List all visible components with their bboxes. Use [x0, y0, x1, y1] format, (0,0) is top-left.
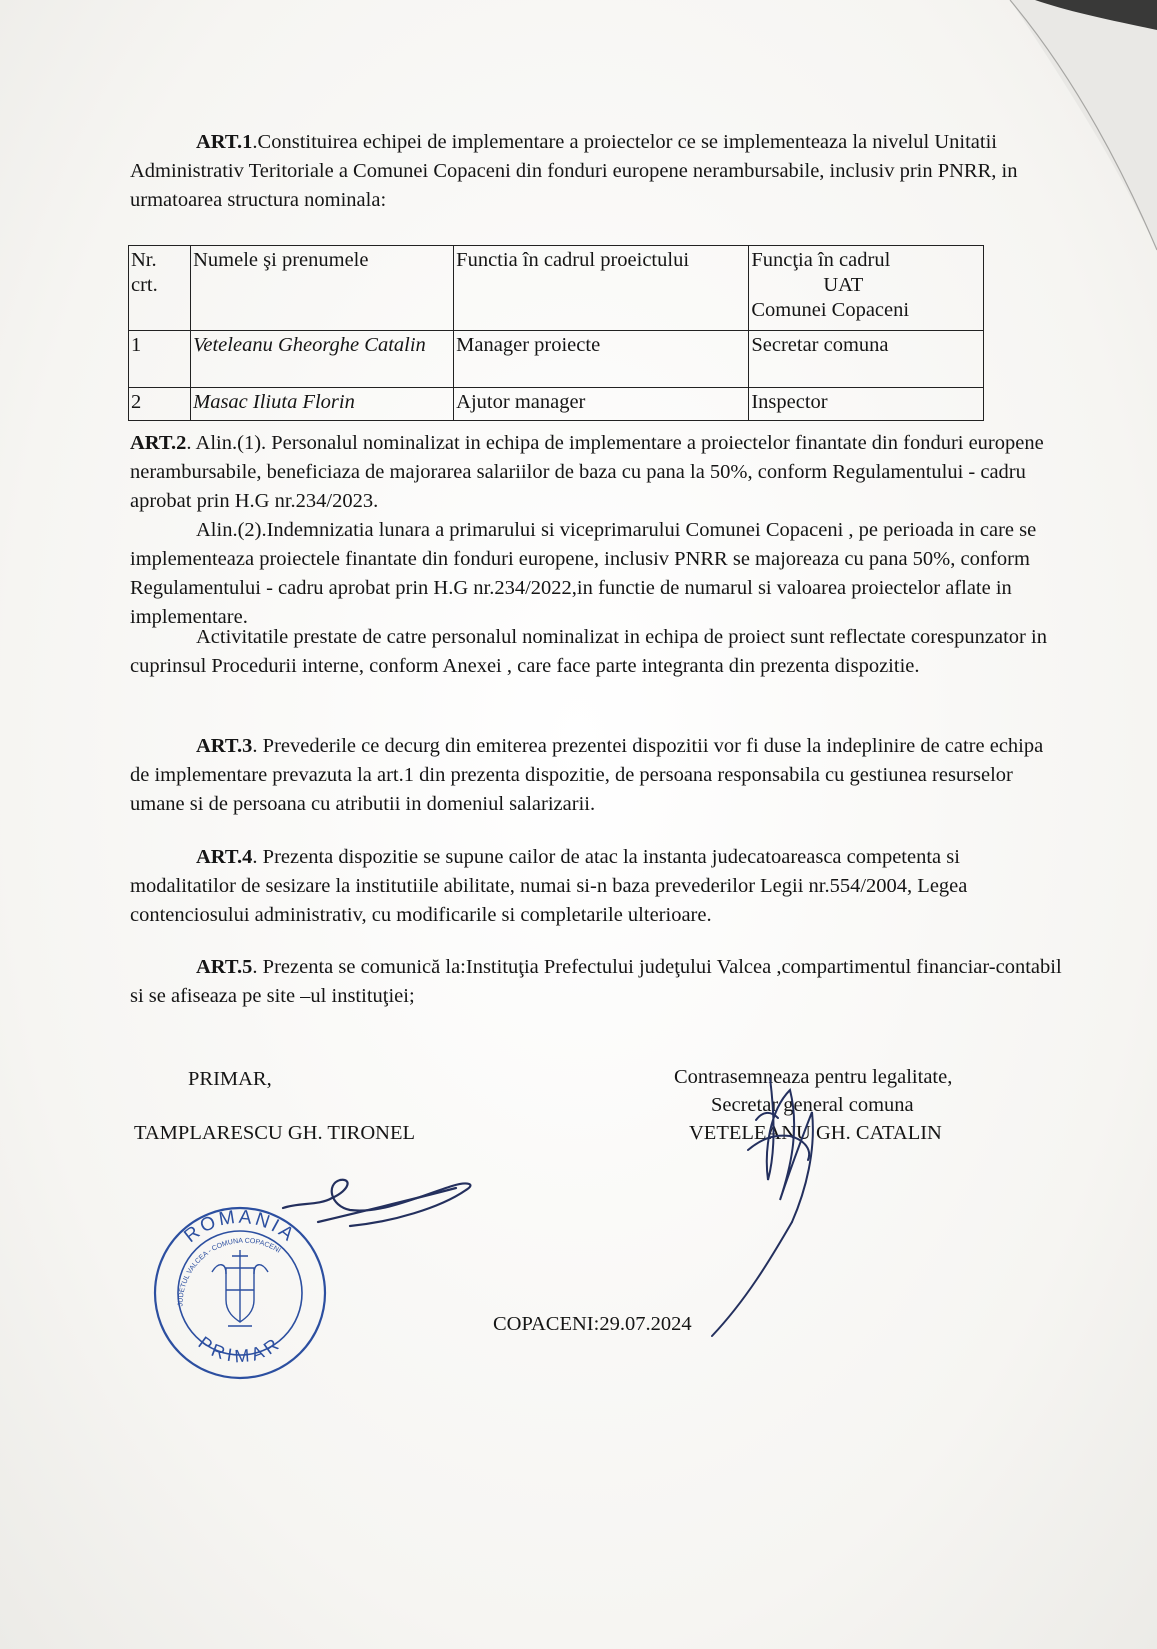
- art1-label: ART.1: [196, 131, 253, 153]
- secretary-name: VETELEANU GH. CATALIN: [689, 1122, 942, 1144]
- art3-label: ART.3: [196, 735, 253, 757]
- coat-of-arms-icon: [212, 1250, 268, 1326]
- stamp-top-text: ROMANIA: [180, 1206, 300, 1248]
- secretary-signature: [712, 1078, 813, 1336]
- header-uat-role-line3: Comunei Copaceni: [751, 299, 910, 321]
- header-name: Numele şi prenumele: [191, 246, 454, 331]
- art2-label: ART.2: [130, 432, 187, 454]
- art2-text1: . Alin.(1). Personalul nominalizat in echipa de implementare a proiectelor finantate din fonduri europene nerambursabile, beneficiaza de majorarea salariilor de baza cu pana la 50%, conform Regulamentului - cadru aprobat prin H.G nr.234/2023.: [130, 432, 1044, 512]
- cell-uat-role: Secretar comuna: [749, 331, 984, 388]
- art4-text: . Prezenta dispozitie se supune cailor de atac la instanta judecatoareasca competenta si modalitatilor de sesizare la institutiile abilitate, numai si-n baza prevederilor Legii nr.554/2004, Legea contenciosului administrativ, cu modificarile si completarile ulterioare.: [130, 846, 968, 926]
- mayor-title: PRIMAR,: [188, 1068, 272, 1090]
- secretary-title: Secretar general comuna: [711, 1094, 914, 1116]
- art3-text: . Prevederile ce decurg din emiterea prezentei dispozitii vor fi duse la indeplinire de catre echipa de implementare prevazuta la art.1 din prezenta dispozitie, de persoana responsabila cu gestiunea resurselor umane si de persoana cu atributii in domeniul salarizarii.: [130, 735, 1044, 815]
- art2-text2: Alin.(2).Indemnizatia lunara a primarului si viceprimarului Comunei Copaceni , pe perioada in care se implementeaza proiectele finantate din fonduri europene, inclusiv PNRR se majoreaza cu pana 50%, conform Regulamentului - cadru aprobat prin H.G nr.234/2022,in functie de numarul si valoarea proiectelor aflate in implementare.: [130, 519, 1037, 628]
- header-uat-role-line2: UAT: [823, 274, 864, 296]
- art1-text: .Constituirea echipei de implementare a proiectelor ce se implementeaza la nivelul Unitatii Administrativ Teritoriale a Comunei Copaceni din fonduri europene nerambursabile, inclusiv prin PNRR, in urmatoarea structura nominala:: [130, 131, 1018, 211]
- header-nr: Nr. crt.: [129, 246, 191, 331]
- mayor-signature: [283, 1180, 470, 1226]
- stamp-ring-text: JUDETUL VALCEA - COMUNA COPACENI: [177, 1237, 282, 1307]
- header-project-role: Functia în cadrul proeictului: [454, 246, 749, 331]
- cell-uat-role: Inspector: [749, 388, 984, 421]
- svg-text:PRIMAR: [195, 1332, 286, 1366]
- cell-nr: 1: [129, 331, 191, 388]
- cell-name-text: Masac Iliuta Florin: [193, 391, 355, 413]
- cell-project-role: Manager proiecte: [454, 331, 749, 388]
- art2-text3: Activitatile prestate de catre personalul nominalizat in echipa de proiect sunt reflectate corespunzator in cuprinsul Procedurii interne, conform Anexei , care face parte integranta din prezenta dispozitie.: [130, 626, 1047, 677]
- stamp: [155, 1207, 325, 1378]
- countersign-line: Contrasemneaza pentru legalitate,: [674, 1066, 953, 1088]
- header-uat-role-line1: Funcţia în cadrul: [751, 249, 891, 271]
- art4-label: ART.4: [196, 846, 253, 868]
- svg-text:JUDETUL VALCEA - COMUNA COPACE: [178, 1238, 282, 1307]
- mayor-name: TAMPLARESCU GH. TIRONEL: [134, 1122, 416, 1144]
- cell-name-text: Veteleanu Gheorghe Catalin: [193, 334, 426, 356]
- cell-project-role: Ajutor manager: [454, 388, 749, 421]
- art5-text: . Prezenta se comunică la:Instituţia Prefectului judeţului Valcea ,compartimentul financiar-contabil si se afiseaza pe site –ul instituţiei;: [130, 956, 1062, 1007]
- place-date: COPACENI:29.07.2024: [493, 1313, 692, 1335]
- stamp-bottom-text: PRIMAR: [194, 1332, 286, 1367]
- cell-nr: 2: [129, 388, 191, 421]
- page-curl: [1010, 0, 1157, 250]
- art5-label: ART.5: [196, 956, 253, 978]
